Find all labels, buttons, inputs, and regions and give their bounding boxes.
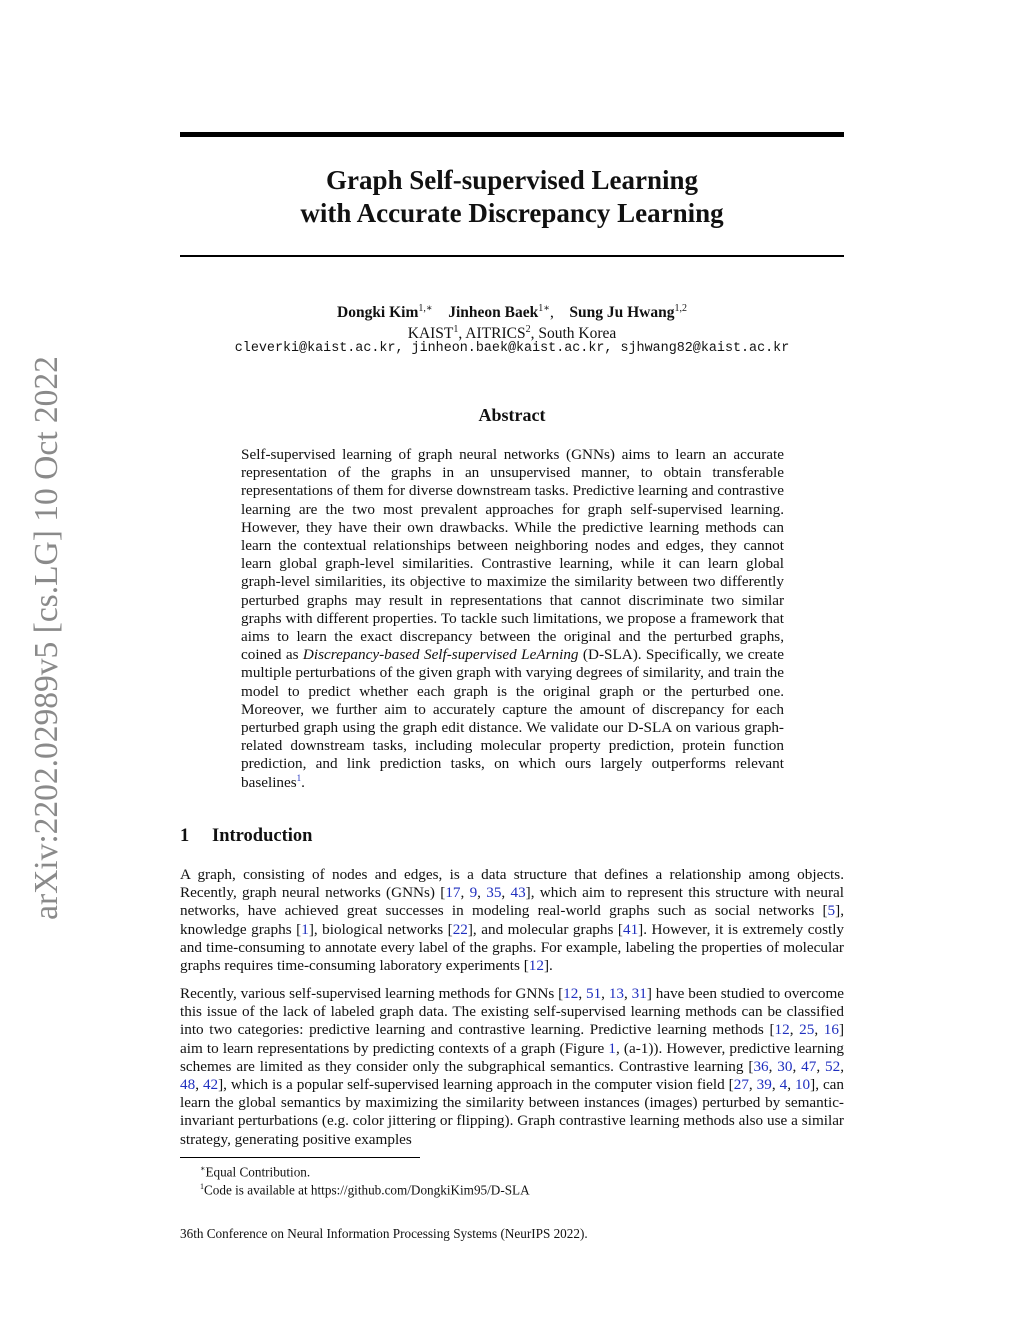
citation-link[interactable]: 25 bbox=[799, 1021, 815, 1039]
separator: , bbox=[840, 1057, 844, 1075]
citation-link[interactable]: 4 bbox=[779, 1076, 788, 1094]
affiliation-superscript: 1 bbox=[453, 324, 459, 335]
title-line-2: with Accurate Discrepancy Learning bbox=[300, 198, 724, 228]
affiliation-country: , South Korea bbox=[530, 325, 617, 343]
affiliation-superscript: 2 bbox=[525, 324, 531, 335]
citation-link[interactable]: 13 bbox=[608, 985, 624, 1002]
citation-link[interactable]: 43 bbox=[510, 884, 526, 902]
title-top-rule bbox=[180, 132, 844, 137]
paper-title bbox=[180, 164, 844, 230]
separator: , bbox=[501, 884, 511, 902]
citation-link[interactable]: 35 bbox=[486, 884, 502, 902]
separator: , bbox=[792, 1057, 802, 1075]
author-emails: cleverki@kaist.ac.kr, jinheon.baek@kaist.ac.kr, sjhwang82@kaist.ac.kr bbox=[234, 341, 790, 356]
paragraph-text: ], biological networks [ bbox=[308, 920, 453, 938]
abstract-text: (D-SLA). Specifically, we create multiple perturbations of the given graph with varying degrees of similarity, and train the model to predict whether each graph is the original graph or the perturbed one. Moreover, we further aim to accurately capture the amount of discrepancy for each perturbed graph using the graph edit distance. We validate our D-SLA on various graph-related downstream tasks, including molecular property prediction, protein function prediction, and link prediction tasks, on which ours largely outperforms relevant baselines bbox=[241, 646, 784, 791]
paragraph-text: ] aim to learn representations by predicting contexts of a graph (Figure bbox=[180, 1021, 845, 1057]
citation-link[interactable]: 36 bbox=[753, 1057, 769, 1075]
paragraph-text: Recently, various self-supervised learning methods for GNNs [ bbox=[180, 985, 564, 1002]
paragraph-text: ]. bbox=[543, 957, 553, 975]
paragraph-text: ], which is a popular self-supervised learning approach in the computer vision field [ bbox=[218, 1076, 734, 1094]
section-title: Introduction bbox=[212, 826, 313, 846]
author-superscript: 1,2 bbox=[674, 303, 687, 314]
separator: , bbox=[787, 1076, 795, 1094]
footnote-text: Code is available at https://github.com/DongkiKim95/D-SLA bbox=[204, 1182, 530, 1198]
separator: , bbox=[768, 1057, 778, 1075]
paragraph bbox=[180, 866, 844, 975]
paragraph bbox=[180, 985, 844, 1149]
paragraph-text: ], knowledge graphs [ bbox=[180, 902, 844, 938]
title-bottom-rule bbox=[180, 255, 844, 257]
separator: , bbox=[624, 985, 632, 1002]
author-superscript: 1,∗ bbox=[418, 303, 433, 314]
section-heading bbox=[180, 825, 312, 847]
separator: , bbox=[578, 985, 586, 1002]
affiliation-aitrics: , AITRICS bbox=[458, 325, 526, 343]
separator: , bbox=[771, 1076, 780, 1094]
citation-link[interactable]: 12 bbox=[774, 1021, 790, 1039]
citation-link[interactable]: 9 bbox=[469, 884, 478, 902]
citation-link[interactable]: 51 bbox=[585, 985, 602, 1002]
paragraph-text: ], which aim to represent this structure with neural networks, have achieved great successes in modeling real-world graphs such as social networks [ bbox=[180, 884, 845, 920]
footnote-link[interactable]: 1 bbox=[296, 772, 302, 783]
separator: , bbox=[195, 1076, 203, 1094]
author-name: Jinheon Baek bbox=[448, 304, 539, 322]
footnote bbox=[200, 1179, 530, 1198]
abstract-text: . bbox=[301, 773, 305, 791]
citation-link[interactable]: 16 bbox=[823, 1021, 839, 1039]
author-list: Dongki Kim$^{1,∗}$ Jinheon Baek$^{1∗}$, Sung Ju Hwang$^{1,2}$ bbox=[337, 303, 687, 322]
citation-link[interactable]: 12 bbox=[563, 985, 579, 1002]
paragraph-text: ] have been studied to overcome this issue of the lack of labeled graph data. The existing self-supervised learning methods can be classified into two categories: predictive learning and contrastive learning. Predictive learning methods [ bbox=[180, 985, 844, 1039]
method-name: Discrepancy-based Self-supervised LeArning bbox=[302, 646, 579, 664]
separator: , bbox=[789, 1021, 800, 1039]
affiliation-kaist: KAIST bbox=[407, 325, 454, 343]
separator: , bbox=[477, 884, 487, 902]
footnote-rule bbox=[180, 1157, 420, 1158]
separator: , bbox=[460, 884, 470, 902]
author-name: Sung Ju Hwang bbox=[569, 304, 675, 322]
citation-link[interactable]: 22 bbox=[452, 920, 468, 938]
figure-link[interactable]: 1 bbox=[608, 1039, 616, 1057]
citation-link[interactable]: 5 bbox=[827, 902, 836, 920]
citation-link[interactable]: 10 bbox=[794, 1076, 811, 1094]
citation-link[interactable]: 52 bbox=[825, 1057, 841, 1075]
separator: , bbox=[814, 1021, 824, 1039]
citation-link[interactable]: 30 bbox=[777, 1057, 793, 1075]
citation-link[interactable]: 48 bbox=[180, 1076, 196, 1094]
separator: , bbox=[816, 1057, 826, 1075]
paragraph-text: ]. However, it is extremely costly and time-consuming to annotate every label of the graphs. For example, labeling the properties of molecular graphs requires time-consuming laboratory experiments [ bbox=[180, 920, 845, 975]
paragraph-text: A graph, consisting of nodes and edges, is a data structure that defines a relationship among objects. Recently, graph neural networks (GNNs) [ bbox=[180, 866, 844, 902]
title-line-1: Graph Self-supervised Learning bbox=[325, 165, 699, 195]
author-superscript: 1∗ bbox=[538, 303, 550, 314]
separator: , bbox=[601, 985, 609, 1002]
footnote-mark: ∗ bbox=[200, 1164, 206, 1173]
citation-link[interactable]: 27 bbox=[733, 1076, 749, 1094]
section-number: 1 bbox=[180, 826, 190, 846]
citation-link[interactable]: 17 bbox=[445, 884, 461, 902]
citation-link[interactable]: 31 bbox=[631, 985, 647, 1002]
citation-link[interactable]: 39 bbox=[756, 1076, 772, 1094]
author-name: Dongki Kim bbox=[337, 304, 419, 322]
paragraph-text: ], and molecular graphs [ bbox=[467, 920, 623, 938]
separator: , bbox=[748, 1076, 757, 1094]
footnote bbox=[200, 1161, 310, 1180]
venue-footer: 36th Conference on Neural Information Processing Systems (NeurIPS 2022). bbox=[180, 1226, 588, 1241]
citation-link[interactable]: 41 bbox=[622, 920, 639, 938]
footnote-text: Equal Contribution. bbox=[205, 1164, 311, 1180]
footnote-mark: 1 bbox=[200, 1182, 204, 1191]
citation-link[interactable]: 47 bbox=[801, 1057, 817, 1075]
paragraph-text: ], can learn the global semantics by maximizing the similarity between instances (images) perturbed by semantic-invariant perturbations (e.g. color jittering or flipping). Graph contrastive learning methods also use a similar strategy, generating positive examples bbox=[180, 1076, 845, 1148]
abstract-text: Self-supervised learning of graph neural networks (GNNs) aims to learn an accurate representation of the graphs in an unsupervised manner, to obtain transferable representations of them for diverse downstream tasks. Predictive learning and contrastive learning are the two most prevalent approaches for graph self-supervised learning. However, they have their own drawbacks. While the predictive learning methods can learn the contextual relationships between neighboring nodes and edges, they cannot learn global graph-level similarities. Contrastive learning, while it can learn global graph-level similarities, its objective to maximize the similarity between two differently perturbed graphs may result in representations that cannot discriminate two similar graphs with different properties. To tackle such limitations, we propose a framework that aims to learn the exact discrepancy between the original and the perturbed graphs, coined as bbox=[241, 446, 784, 664]
abstract-heading: Abstract bbox=[478, 405, 546, 425]
paragraph-text: , (a-1)). However, predictive learning schemes are limited as they consider only the subgraphical semantics. Contrastive learning [ bbox=[180, 1039, 844, 1075]
citation-link[interactable]: 12 bbox=[528, 957, 544, 975]
citation-link[interactable]: 1 bbox=[301, 920, 309, 938]
citation-link[interactable]: 42 bbox=[202, 1076, 219, 1094]
arxiv-identifier: arXiv:2202.02989v5 [cs.LG] 10 Oct 2022 bbox=[28, 356, 65, 920]
abstract-body bbox=[241, 446, 784, 792]
